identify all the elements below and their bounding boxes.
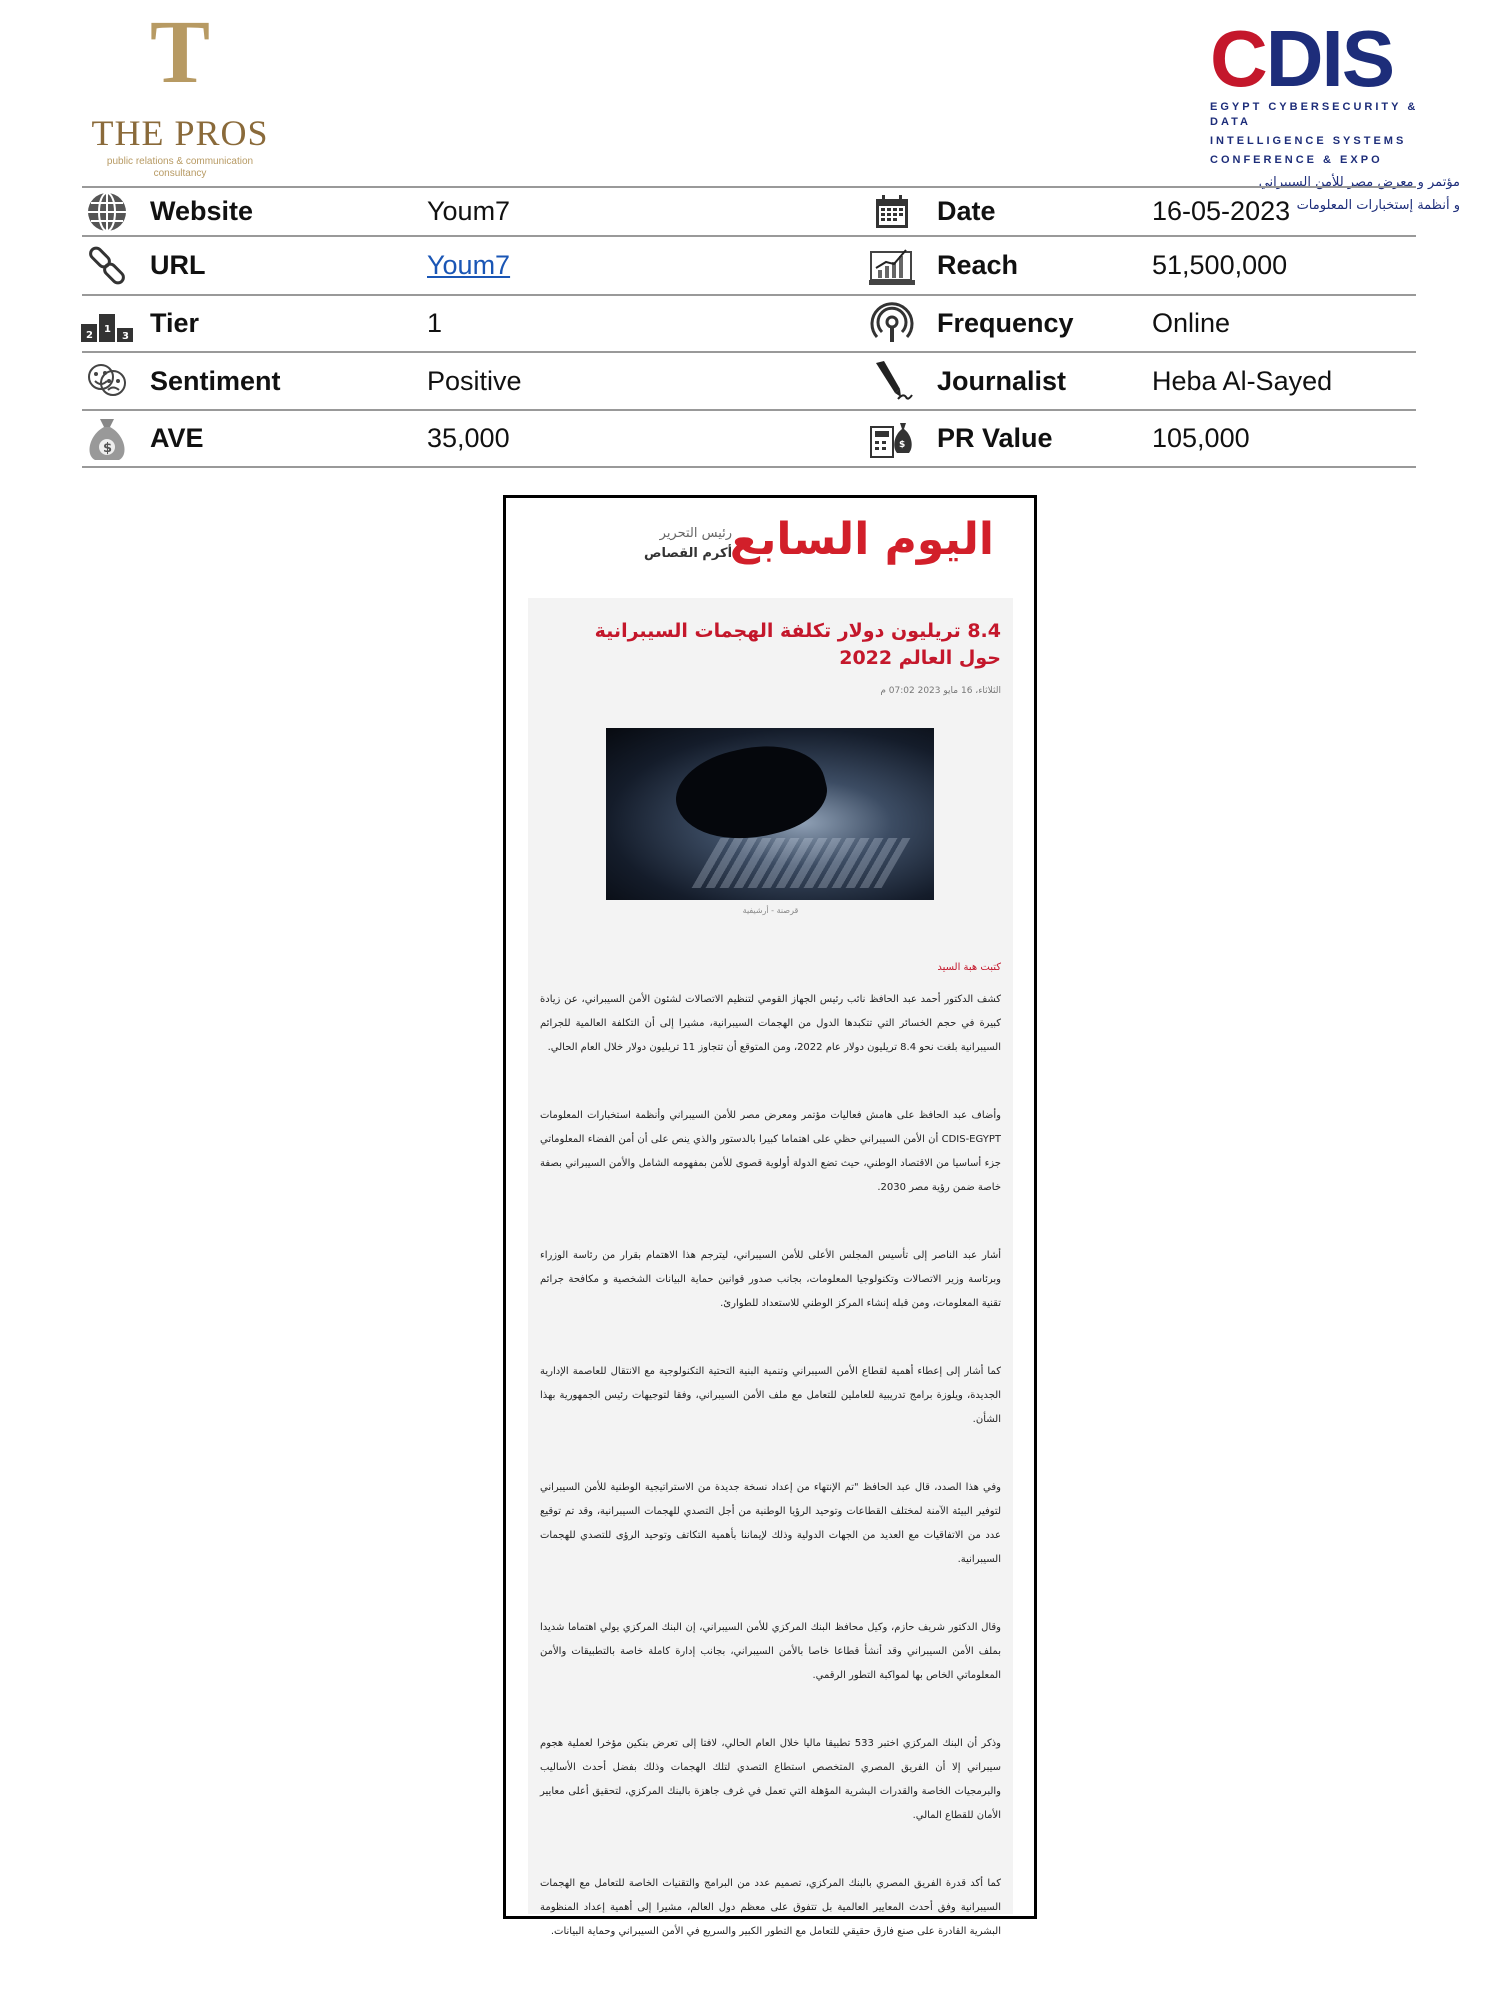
url-value — [427, 237, 510, 294]
ave-value: 35,000 — [427, 423, 510, 453]
article-paragraph: كما أكد قدرة الفريق المصري بالبنك المركزي، تصميم عدد من البرامج والتقنيات الخاصة للتعامل مع الهجمات السيبرانية وفق أحدث المعايير العالمية بل تتفوق على معظم دول العالم، مشيرا إلى أهمية إعداد المنظومة البشرية القادرة على صنع فارق حقيقي للتعامل مع التطور الكبير والسريع في الأمن السيبراني وحماية البيانات. — [540, 1878, 1001, 1937]
cdis-logo-wordmark: CDIS — [1210, 14, 1394, 103]
date-value: 16-05-2023 — [1152, 196, 1291, 226]
url-link[interactable]: Youm7 — [427, 250, 511, 280]
globe-icon — [82, 188, 132, 235]
pr-value-value: 105,000 — [1152, 423, 1250, 453]
article-paragraph: كما أشار إلى إعطاء أهمية لقطاع الأمن السيبراني وتنمية البنية التحتية التكنولوجية مع الانتقال للعاصمة الإدارية الجديدة، ويلوزة برامج تدريبية للعاملين للتعامل مع ملف الأمن السيبراني، وفقا لتوجيهات رئيس الجمهورية بهذا الشأن. — [540, 1366, 1001, 1425]
ave-label: AVE — [150, 423, 204, 453]
podium-icon — [82, 296, 132, 351]
svg-text:$: $ — [103, 440, 113, 456]
calendar-icon — [867, 188, 917, 235]
photo-caption: قرصنة - أرشيفية — [742, 906, 799, 915]
media-info-table — [82, 186, 1416, 468]
the-pros-logo-tagline: public relations & communication consultancy — [106, 156, 254, 179]
article-paragraphs — [540, 988, 1001, 1988]
svg-text:1: 1 — [104, 323, 111, 335]
sentiment-value: Positive — [427, 365, 522, 396]
cdis-logo-line3: CONFERENCE & EXPO — [1210, 154, 1383, 166]
info-row-ave — [82, 411, 1416, 468]
article-photo — [606, 728, 934, 900]
pr-value-label: PR Value — [937, 423, 1053, 453]
svg-text:2: 2 — [86, 329, 93, 341]
link-icon — [82, 237, 132, 294]
cdis-logo-arabic2: و أنظمة إستخبارات المعلومات — [1296, 198, 1460, 213]
article-byline: كتبت هبة السيد — [937, 962, 1001, 973]
website-label: Website — [150, 196, 254, 226]
photo-keyboard — [692, 838, 911, 888]
photo-hand-silhouette — [667, 731, 834, 855]
tier-label: Tier — [150, 308, 200, 338]
journalist-pen-icon — [867, 353, 917, 409]
article-headline: 8.4 تريليون دولار تكلفة الهجمات السيبرانية حول العالم 2022 — [594, 620, 1001, 669]
the-pros-logo-mark: T — [149, 3, 211, 102]
reach-value: 51,500,000 — [1152, 250, 1288, 280]
article-body — [528, 598, 1013, 1937]
article-paragraph: كشف الدكتور أحمد عبد الحافظ نائب رئيس الجهاز القومي لتنظيم الاتصالات لشئون الأمن السيبراني، عن زيادة كبيرة في حجم الخسائر التي تتكبدها الدول من الهجمات السيبرانية، مشيرا إلى أن التكلفة العالمية للجرائم السيبرانية بلغت نحو 8.4 تريليون دولار عام 2022، ومن المتوقع أن تتجاوز 11 تريليون دولار خلال العام الحالي. — [540, 994, 1001, 1053]
info-row-website — [82, 186, 1416, 237]
sentiment-label: Sentiment — [150, 365, 281, 396]
article-paragraph: وفي هذا الصدد، قال عبد الحافظ "تم الإنتهاء من إعداد نسخة جديدة من الاستراتيجية الوطنية للأمن السيبراني لتوفير البيئة الآمنة لمختلف القطاعات وتوحيد الرؤيا الوطنية من أجل التصدي للهجمات السيبرانية، وقد تم توقيع عدد من الاتفاقيات مع العديد من الجهات الدولية وذلك لإيماننا بأهمية التكاتف وتوحيد الرؤى للتصدي للهجمات السيبرانية. — [540, 1482, 1001, 1565]
the-pros-logo — [80, 3, 280, 180]
journalist-value: Heba Al-Sayed — [1152, 365, 1333, 396]
cdis-logo-line1: EGYPT CYBERSECURITY & DATA — [1210, 101, 1419, 128]
svg-text:$: $ — [899, 439, 906, 450]
svg-text:3: 3 — [122, 330, 129, 342]
url-label: URL — [150, 250, 206, 280]
info-row-tier — [82, 296, 1416, 353]
article-dateline: الثلاثاء، 16 مايو 2023 07:02 م — [880, 686, 1001, 696]
editor-name: أكرم القصاص — [644, 546, 733, 561]
cdis-logo-arabic1: مؤتمر و معرض مصر للأمن السيبراني — [1258, 175, 1460, 190]
tier-value: 1 — [427, 308, 443, 338]
reach-chart-icon — [867, 237, 917, 294]
info-row-sentiment — [82, 353, 1416, 411]
youm7-logo: اليوم السابع — [729, 514, 994, 565]
frequency-label: Frequency — [937, 308, 1074, 338]
article-paragraph: وذكر أن البنك المركزي اختبر 533 تطبيقا ماليا خلال العام الحالي، لافتا إلى تعرض بنكين مؤخرا لعملية هجوم سيبراني إلا أن الفريق المصري المتخصص استطاع التصدي لتلك الهجمات وذلك بفضل أحدث الأساليب والبرمجيات الخاصة والقدرات البشرية المؤهلة التي تعمل في غرف جاهزة بالبنك المركزي، لتحقيق أعلى معايير الأمان للقطاع المالي. — [540, 1738, 1001, 1821]
info-row-url — [82, 237, 1416, 296]
journalist-label: Journalist — [937, 365, 1067, 396]
calculator-money-icon — [867, 411, 917, 466]
the-pros-logo-name: THE PROS — [91, 113, 269, 153]
article-clipping — [503, 495, 1037, 1937]
article-paragraph: وقال الدكتور شريف حازم، وكيل محافظ البنك المركزي للأمن السيبراني، إن البنك المركزي يولي اهتماما شديدا بملف الأمن السيبراني وقد أنشأ قطاعا خاصا بالأمن السيبراني، بجانب إدارة كاملة خاصة بالتطبيقات والأمن المعلوماتي الخاص بها لمواكبة التطور الرقمي. — [540, 1622, 1001, 1681]
broadcast-icon — [867, 296, 917, 351]
article-paragraph: وأضاف عبد الحافظ على هامش فعاليات مؤتمر ومعرض مصر للأمن السيبراني وأنظمة استخبارات المعلومات CDIS-EGYPT أن الأمن السيبراني حظي على اهتماما كبيرا بالدستور والذي ينص على أن أمن الفضاء المعلوماتي جزء أساسيا من الاقتصاد الوطني، حيث تضع الدولة أولوية قصوى للأمن بمفهومه الشامل والأمن السيبراني بصفة خاصة ضمن رؤية مصر 2030. — [540, 1110, 1001, 1193]
website-value: Youm7 — [427, 196, 511, 226]
editor-in-chief — [644, 524, 732, 564]
frequency-value: Online — [1152, 308, 1231, 338]
editor-title: رئيس التحرير — [659, 526, 733, 541]
date-label: Date — [937, 196, 996, 226]
cdis-logo-line2: INTELLIGENCE SYSTEMS — [1210, 135, 1407, 147]
clipping-masthead — [506, 498, 1034, 584]
article-paragraph: أشار عبد الناصر إلى تأسيس المجلس الأعلى للأمن السيبراني، ليترجم هذا الاهتمام بقرار من رئاسة الوزراء وبرئاسة وزير الاتصالات وتكنولوجيا المعلومات، بجانب صدور قوانين حماية البيانات الشخصية و مكافحة جرائم تقنية المعلومات، ومن قبله إنشاء المركز الوطني للاستعداد للطوارئ. — [540, 1250, 1001, 1309]
masks-icon — [82, 353, 132, 409]
money-bag-icon — [82, 411, 132, 466]
reach-label: Reach — [937, 250, 1019, 280]
